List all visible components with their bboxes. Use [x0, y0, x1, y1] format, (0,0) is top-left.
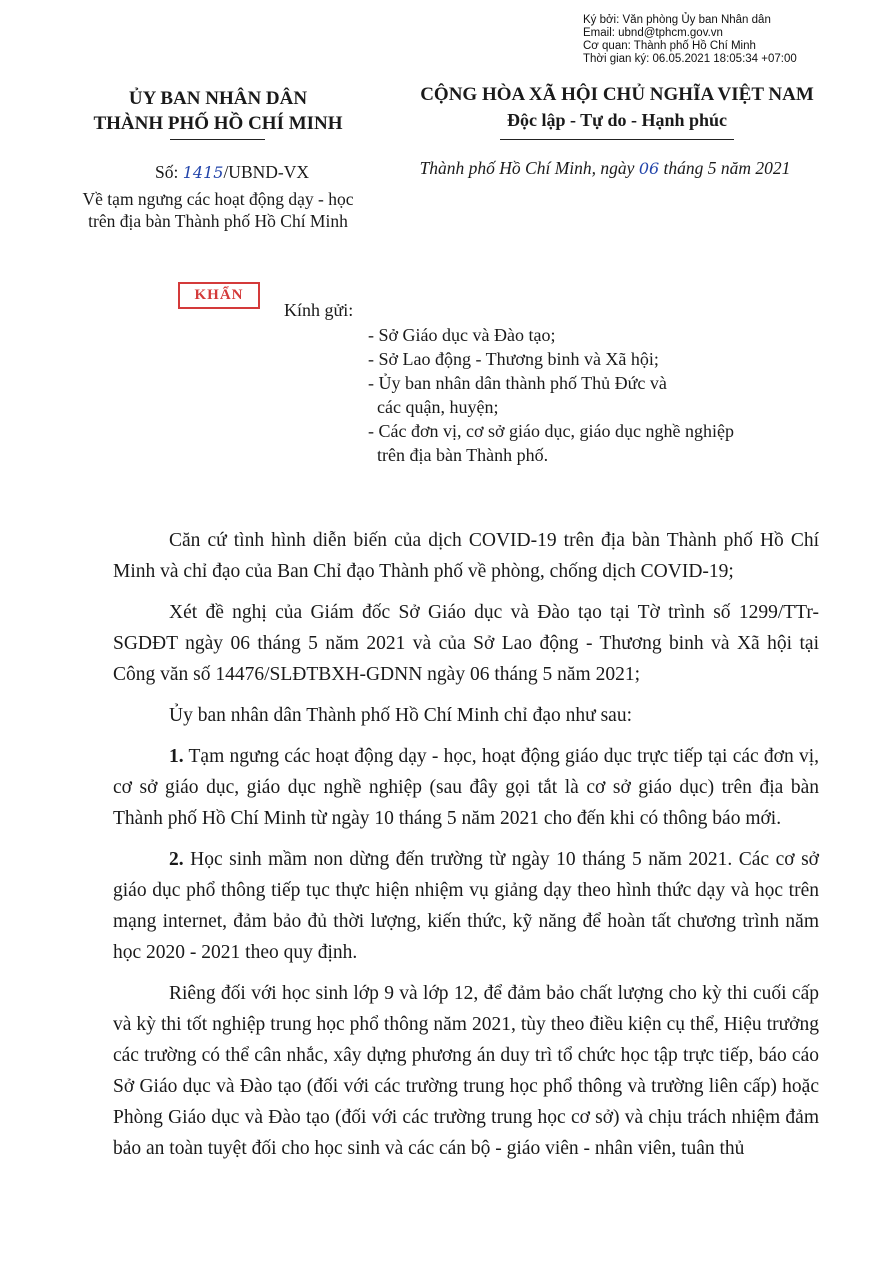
recipient-item-continuation: trên địa bàn Thành phố.: [377, 445, 549, 465]
signed-by: Ký bởi: Văn phòng Ủy ban Nhân dân: [583, 14, 771, 26]
item-1-number: 1.: [169, 746, 184, 767]
recipient-item: - Sở Giáo dục và Đào tạo;: [368, 325, 556, 345]
authority-line-2: THÀNH PHỐ HỒ CHÍ MINH: [93, 113, 343, 134]
recipient-list: [368, 323, 734, 467]
recipient-item: - Sở Lao động - Thương binh và Xã hội;: [368, 349, 659, 369]
signature-agency: Cơ quan: Thành phố Hồ Chí Minh: [583, 40, 756, 52]
signature-time: Thời gian ký: 06.05.2021 18:05:34 +07:00: [583, 53, 797, 65]
date-before: Thành phố Hồ Chí Minh, ngày: [419, 158, 639, 178]
signature-email: Email: ubnd@tphcm.gov.vn: [583, 27, 723, 39]
national-motto: Độc lập - Tự do - Hạnh phúc: [506, 110, 728, 130]
item-1-text: Tạm ngưng các hoạt động dạy - học, hoạt động giáo dục trực tiếp tại các đơn vị, cơ sở giáo dục, giáo dục nghề nghiệp (sau đây gọi tắt là cơ sở giáo dục) trên địa bàn Thành phố Hồ Chí Minh từ ngày 10 tháng 5 năm 2021 cho đến khi có thông báo mới.: [113, 746, 819, 829]
urgent-stamp: KHẨN: [178, 282, 260, 309]
motto-underline: [500, 139, 734, 140]
recipient-item: - Ủy ban nhân dân thành phố Thủ Đức và: [368, 373, 667, 393]
paragraph-consideration: Xét đề nghị của Giám đốc Sở Giáo dục và Đào tạo tại Tờ trình số 1299/TTr-SGDĐT ngày 06 tháng 5 năm 2021 và của Sở Lao động - Thương binh và Xã hội tại Công văn số 14476/SLĐTBXH-GDNN ngày 06 tháng 5 năm 2021;: [113, 602, 819, 685]
nation-name: CỘNG HÒA XÃ HỘI CHỦ NGHĨA VIỆT NAM: [420, 84, 814, 105]
greeting: Kính gửi:: [284, 300, 354, 320]
item-2-number: 2.: [169, 849, 184, 870]
paragraph-basis: Căn cứ tình hình diễn biến của dịch COVID-19 trên địa bàn Thành phố Hồ Chí Minh và chỉ đạo của Ban Chỉ đạo Thành phố về phòng, chống dịch COVID-19;: [113, 530, 819, 582]
paragraph-item-2: [113, 844, 819, 968]
issuing-authority: [78, 86, 358, 136]
date-line: [385, 158, 825, 179]
document-body: [113, 525, 819, 1174]
doc-number-handwritten: 1415: [182, 163, 224, 182]
paragraph-directive-intro: Ủy ban nhân dân Thành phố Hồ Chí Minh chỉ đạo như sau:: [169, 705, 632, 726]
authority-line-1: ỦY BAN NHÂN DÂN: [128, 88, 308, 109]
date-after: tháng 5 năm 2021: [659, 158, 791, 178]
doc-number-prefix: Số:: [154, 162, 183, 182]
doc-number-suffix: /UBND-VX: [223, 162, 309, 182]
digital-signature-block: [583, 14, 878, 66]
recipient-item-continuation: các quận, huyện;: [377, 397, 499, 417]
document-subject: Về tạm ngưng các hoạt động dạy - học trên địa bàn Thành phố Hồ Chí Minh: [82, 189, 354, 231]
authority-underline: [170, 139, 265, 140]
recipient-item: - Các đơn vị, cơ sở giáo dục, giáo dục nghề nghiệp: [368, 421, 734, 441]
national-header: [392, 82, 842, 133]
document-number: [92, 161, 372, 184]
date-day-handwritten: 06: [638, 159, 660, 178]
paragraph-grade-9-12: Riêng đối với học sinh lớp 9 và lớp 12, để đảm bảo chất lượng cho kỳ thi cuối cấp và kỳ thi tốt nghiệp trung học phổ thông năm 2021, tùy theo điều kiện cụ thể, Hiệu trưởng các trường có thể cân nhắc, xây dựng phương án duy trì tổ chức học tập trực tiếp, báo cáo Sở Giáo dục và Đào tạo (đối với các trường trung học phổ thông và trường liên cấp) hoặc Phòng Giáo dục và Đào tạo (đối với các trường trung học cơ sở) và chịu trách nhiệm đảm bảo an toàn tuyệt đối cho học sinh và các cán bộ - giáo viên - nhân viên, tuân thủ: [113, 983, 819, 1159]
paragraph-item-1: [113, 741, 819, 834]
item-2-text: Học sinh mầm non dừng đến trường từ ngày 10 tháng 5 năm 2021. Các cơ sở giáo dục phổ thông tiếp tục thực hiện nhiệm vụ giảng dạy theo hình thức dạy và học trên mạng internet, đảm bảo đủ thời lượng, kiến thức, kỹ năng để hoàn tất chương trình năm học 2020 - 2021 theo quy định.: [113, 849, 819, 963]
